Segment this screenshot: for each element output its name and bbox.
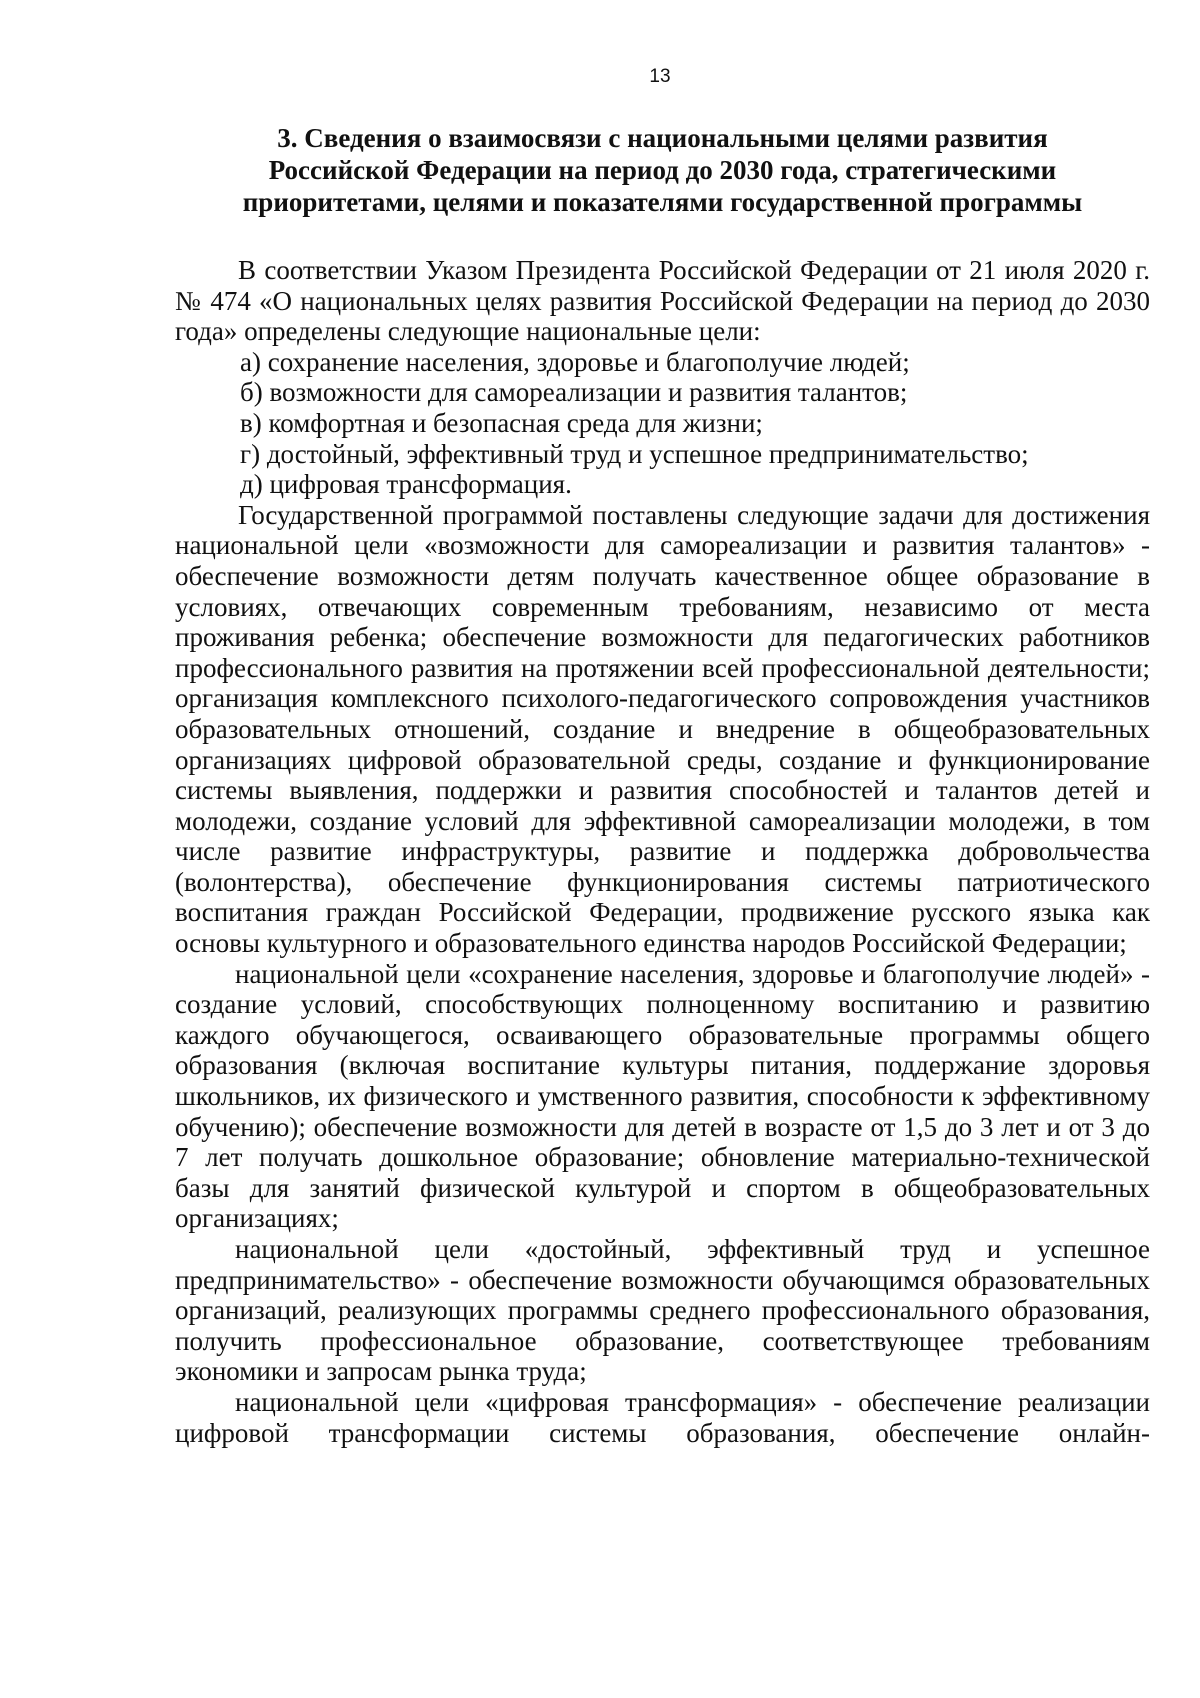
section-heading [175,122,1150,218]
tasks-health-paragraph: национальной цели «сохранение населения, здоровье и благополучие людей» - создание условий, способствующих полноценному воспитанию и развитию каждого обучающегося, осваивающего образовательные программы общего образования (включая воспитание культуры питания, поддержание здоровья школьников, их физического и умственного развития, способности к эффективному обучению); обеспечение возможности для детей в возрасте от 1,5 до 3 лет и от 3 до 7 лет получать дошкольное образование; обновление материально-технической базы для занятий физической культурой и спортом в общеобразовательных организациях; [175,958,1150,1234]
section-heading-line-2: Российской Федерации на период до 2030 года, стратегическими [268,155,1057,185]
intro-paragraph: В соответствии Указом Президента Российской Федерации от 21 июля 2020 г. № 474 «О национальных целях развития Российской Федерации на период до 2030 года» определены следующие национальные цели: [175,255,1150,347]
goal-item-e: д) цифровая трансформация. [240,469,572,500]
document-body [175,255,1150,1448]
page-number: 13 [649,66,671,87]
tasks-digital-paragraph: национальной цели «цифровая трансформация» - обеспечение реализации цифровой трансформации системы образования, обеспечение онлайн- [175,1386,1150,1448]
goal-item-b: б) возможности для самореализации и развития талантов; [240,377,908,408]
tasks-work-paragraph: национальной цели «достойный, эффективный труд и успешное предпринимательство» - обеспечение возможности обучающимся образовательных организаций, реализующих программы среднего профессионального образования, получить профессиональное образование, соответствующее требованиям экономики и запросам рынка труда; [175,1234,1150,1387]
goal-item-a: а) сохранение населения, здоровье и благополучие людей; [240,346,910,377]
section-heading-line-3: приоритетами, целями и показателями государственной программы [242,187,1083,217]
goal-item-d: г) достойный, эффективный труд и успешное предпринимательство; [240,438,1029,469]
tasks-talents-paragraph: Государственной программой поставлены следующие задачи для достижения национальной цели «возможности для самореализации и развития талантов» - обеспечение возможности детям получать качественное общее образование в условиях, отвечающих современным требованиям, независимо от места проживания ребенка; обеспечение возможности для педагогических работников профессионального развития на протяжении всей профессиональной деятельности; организация комплексного психолого-педагогического сопровождения участников образовательных отношений, создание и внедрение в общеобразовательных организациях цифровой образовательной среды, создание и функционирование системы выявления, поддержки и развития способностей и талантов детей и молодежи, создание условий для эффективной самореализации молодежи, в том числе развитие инфраструктуры, развитие и поддержка добровольчества (волонтерства), обеспечение функционирования системы патриотического воспитания граждан Российской Федерации, продвижение русского языка как основы культурного и образовательного единства народов Российской Федерации; [175,499,1150,959]
section-heading-line-1: 3. Сведения о взаимосвязи с национальными целями развития [277,123,1048,153]
goal-item-c: в) комфортная и безопасная среда для жизни; [240,407,763,438]
